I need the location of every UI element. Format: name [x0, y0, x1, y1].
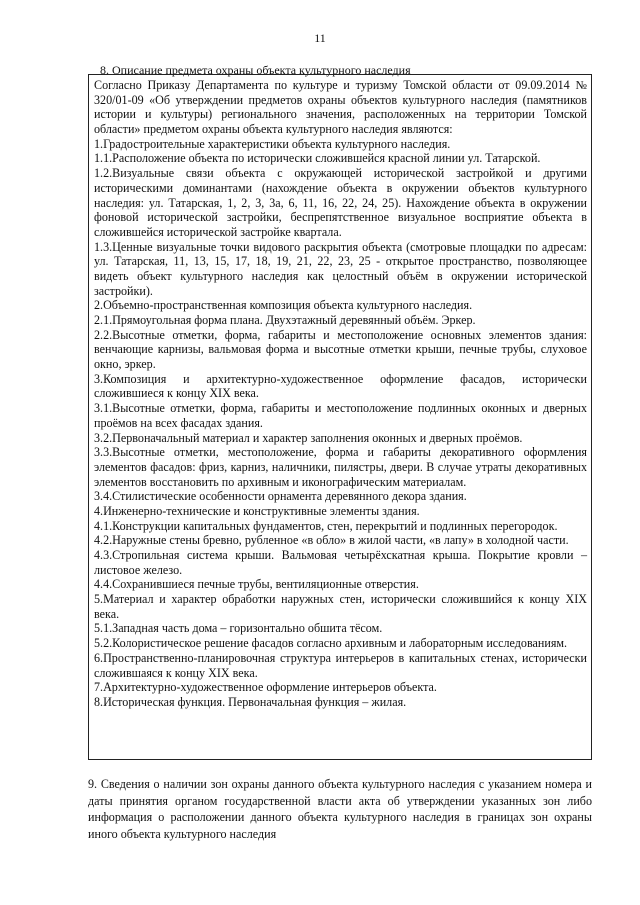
- box-paragraph-4: 4.Инженерно-технические и конструктивные элементы здания.: [94, 503, 420, 518]
- box-paragraph-5-2: 5.2.Колористическое решение фасадов согласно архивным и лабораторным исследованиям.: [94, 636, 568, 651]
- box-paragraph-3-2: 3.2.Первоначальный материал и характер заполнения оконных и дверных проёмов.: [94, 430, 523, 445]
- box-paragraph-1-2: 1.2.Визуальные связи объекта с окружающей исторической застройкой и другими историческими доминантами (нахождение объекта в окружении объектов культурного наследия: ул. Татарская, 1, 2, 3, 3а, 6, 11, 16, 22, 24, 25). Нахождение объекта в окружении фоновой исторической застройки, беспрепятственное визуальное восприятие объекта в сложившейся исторической застройке квартала.: [94, 166, 587, 239]
- box-paragraph-2-2: 2.2.Высотные отметки, форма, габариты и местоположение основных элементов здания: венчающие карнизы, вальмовая форма и высотные отметки крыши, печные трубы, слуховое окно, эркер.: [94, 327, 587, 372]
- box-paragraph-8: 8.Историческая функция. Первоначальная функция – жилая.: [94, 694, 407, 709]
- box-paragraph-4-3: 4.3.Стропильная система крыши. Вальмовая четырёхскатная крыша. Покрытие кровли – листовое железо.: [94, 548, 587, 577]
- box-paragraph-7: 7.Архитектурно-художественное оформление интерьеров объекта.: [94, 680, 437, 695]
- box-paragraph-1-3: 1.3.Ценные визуальные точки видового раскрытия объекта (смотровые площадки по адресам: ул. Татарская, 11, 13, 15, 17, 18, 19, 21, 22, 23, 25 - открытое пространство, позволяющее видеть объект культурного наследия как целостный объём в окружении исторической застройки).: [94, 239, 587, 298]
- box-paragraph-4-2: 4.2.Наружные стены бревно, рубленное «в обло» в жилой части, «в лапу» в холодной части.: [94, 533, 569, 548]
- section-8-heading: 8. Описание предмета охраны объекта культурного наследия: [100, 63, 411, 77]
- box-paragraph-3-1: 3.1.Высотные отметки, форма, габариты и местоположение подлинных оконных и дверных проёмов на всех фасадах здания.: [94, 401, 587, 430]
- box-paragraph-5-1: 5.1.Западная часть дома – горизонтально обшита тёсом.: [94, 621, 383, 636]
- box-paragraph-2-1: 2.1.Прямоугольная форма плана. Двухэтажный деревянный объём. Эркер.: [94, 313, 476, 327]
- box-paragraph-5: 5.Материал и характер обработки наружных стен, исторически сложившийся к концу XIX века.: [94, 592, 587, 621]
- box-paragraph-intro: Согласно Приказу Департамента по культуре и туризму Томской области от 09.09.2014 № 320/01-09 «Об утверждении предметов охраны объектов культурного наследия (памятников истории и культуры) регионального значения, расположенных на территории Томской области» предметом охраны объекта культурного наследия являются:: [94, 78, 587, 137]
- box-paragraph-1-1: 1.1.Расположение объекта по исторически сложившейся красной линии ул. Татарской.: [94, 151, 541, 166]
- protection-subject-box: [88, 74, 592, 760]
- box-paragraph-3-4: 3.4.Стилистические особенности орнамента деревянного декора здания.: [94, 489, 467, 504]
- box-paragraph-2: 2.Объемно-пространственная композиция объекта культурного наследия.: [94, 298, 473, 313]
- box-paragraph-6: 6.Пространственно-планировочная структура интерьеров в капитальных стенах, исторически сложившаяся к концу XIX века.: [94, 650, 587, 680]
- section-9-paragraph: 9. Сведения о наличии зон охраны данного объекта культурного наследия с указанием номера и даты принятия органом государственной власти акта об утверждении указанных зон либо информация о расположении данного объекта культурного наследия в границах зон охраны иного объекта культурного наследия: [88, 777, 592, 841]
- box-paragraph-3-3: 3.3.Высотные отметки, местоположение, форма и габариты декоративного оформления элементов фасадов: фриз, карниз, наличники, пилястры, двери. В случае утраты декоративных элементов восстановить по архивным и иконографическим материалам.: [94, 445, 587, 489]
- box-paragraph-1: 1.Градостроительные характеристики объекта культурного наследия.: [94, 136, 451, 151]
- box-paragraph-4-4: 4.4.Сохранившиеся печные трубы, вентиляционные отверстия.: [94, 577, 419, 592]
- box-paragraph-4-1: 4.1.Конструкции капитальных фундаментов, стен, перекрытий и подлинных перегородок.: [94, 518, 558, 533]
- box-paragraph-3: 3.Композиция и архитектурно-художественное оформление фасадов, исторически сложившиеся к концу XIX века.: [94, 371, 587, 401]
- page-number: 11: [314, 31, 326, 45]
